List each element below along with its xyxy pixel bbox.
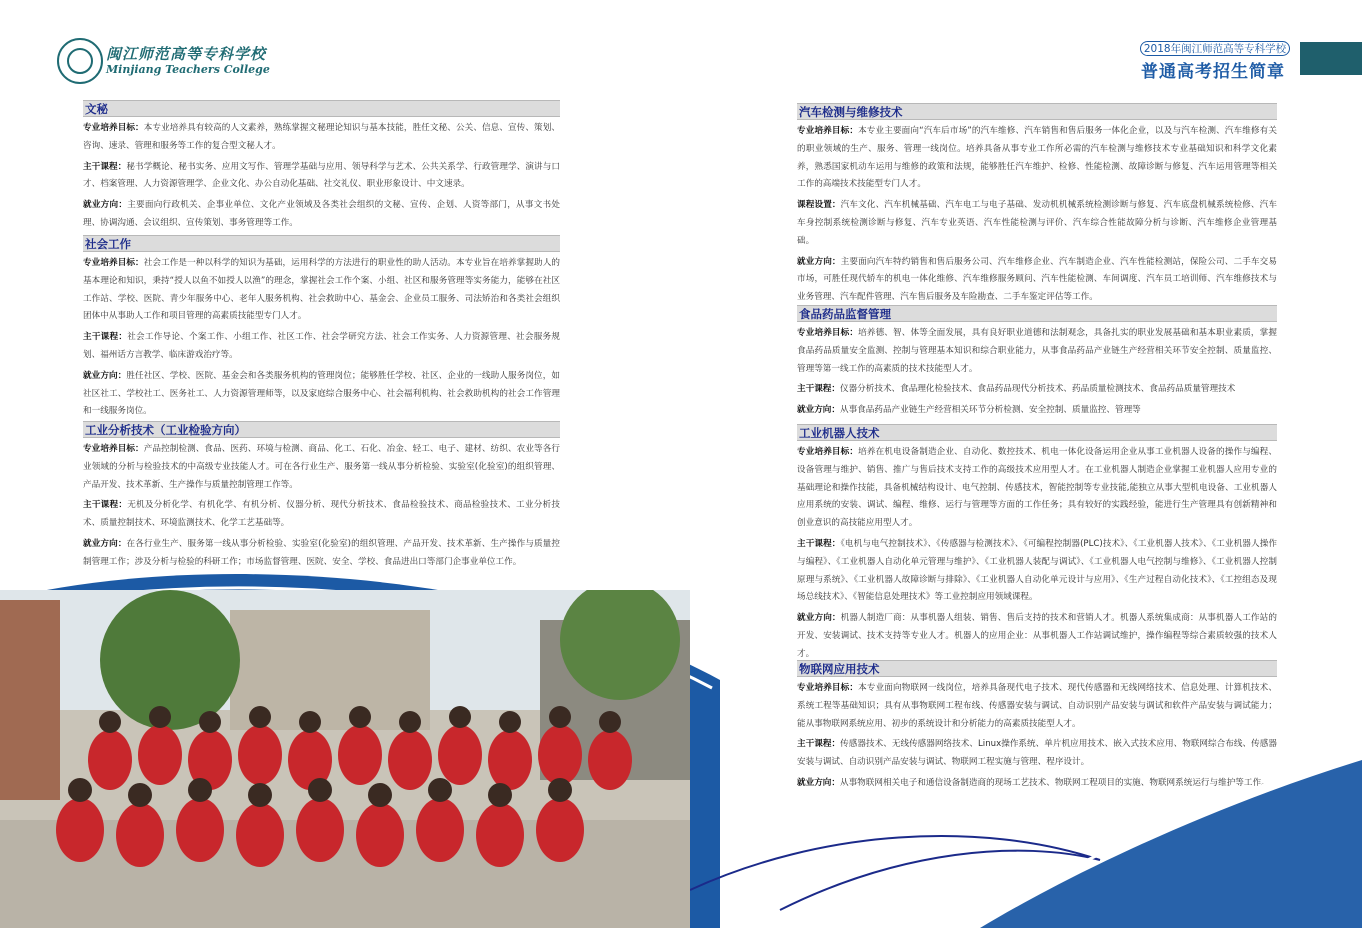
- section-paragraph: 专业培养目标：本专业主要面向“汽车后市场”的汽车维修、汽车销售和售后服务一体化企业，以及与汽车检测、汽车维修有关的职业领域的生产、服务、管理一线岗位。培养具备从事专业工作所必需的汽车检测与维修技术专业基础知识和科学文化素养，熟悉国家机动车运用与维修的政策和法规，能够胜任汽车维护、检修、性能检测、故障诊断与修复、汽车运用管理等相关工作的高端技术技能型专门人才。: [797, 126, 1277, 190]
- section-title: 物联网应用技术: [797, 660, 1277, 677]
- section-shipin-yaopin: [797, 305, 1277, 420]
- section-paragraph: 专业培养目标：培养德、智、体等全面发展，具有良好职业道德和法制观念，具备扎实的职业发展基础和基本职业素质，掌握食品药品质量安全监测、控制与管理基本知识和综合职业能力，从事食品药品产业链生产经营相关环节安全控制、质量监控、管理等第一线工作的高素质的技术技能型人才。: [797, 328, 1277, 374]
- college-logo-icon: [57, 38, 103, 84]
- section-paragraph: 专业培养目标：社会工作是一种以科学的知识为基础，运用科学的方法进行的职业性的助人活动。本专业旨在培养掌握助人的基本理论和知识，秉持“授人以鱼不如授人以渔”的理念，掌握社会工作个案、小组、社区和服务管理等实务能力，能够在社区工作站、学校、医院、青少年服务中心、老年人服务机构、社会救助中心、基金会、企业员工服务、司法矫治和各类社会组织团体中从事助人工作和项目管理的高素质技能型专门人才。: [83, 258, 560, 322]
- section-paragraph: 主干课程：《电机与电气控制技术》、《传感器与检测技术》、《可编程控制器(PLC)技术》、《工业机器人技术》、《工业机器人操作与编程》、《工业机器人自动化单元管理与维护》、《工业机器人装配与调试》、《工业机器人电气控制与维修》、《工业机器人控制原理与系统》、《工业机器人故障诊断与排除》、《工业机器人自动化单元设计与应用》、《生产过程自动化技术》、《工控组态及现场总线技术》、《智能信息处理技术》等工业控制应用领域课程。: [797, 538, 1277, 603]
- section-qiche-jiance: [797, 103, 1277, 307]
- section-gongye-fenxi: [83, 421, 560, 572]
- header-title: 普通高考招生简章: [1141, 62, 1285, 82]
- section-paragraph: 专业培养目标：本专业培养具有较高的人文素养，熟练掌握文秘理论知识与基本技能，胜任文秘、公关、信息、宣传、策划、咨询、速录、管理和服务等工作的复合型文秘人才。: [83, 123, 560, 151]
- section-paragraph: 主干课程：仪器分析技术、食品理化检验技术、食品药品现代分析技术、药品质量检测技术、食品药品质量管理技术: [797, 384, 1236, 395]
- section-title: 社会工作: [83, 235, 560, 252]
- section-title: 工业机器人技术: [797, 424, 1277, 441]
- section-paragraph: 专业培养目标：本专业面向物联网一线岗位，培养具备现代电子技术、现代传感器和无线网络技术、信息处理、计算机技术、系统工程等基础知识；具有从事物联网工程布线、传感器安装与调试、自动识别产品安装与调试和软件产品安装与调试能力；能从事物联网系统应用、初步的系统设计和分析能力的高素质技能型人才。: [797, 683, 1277, 729]
- section-paragraph: 专业培养目标：培养在机电设备制造企业、自动化、数控技术、机电一体化设备运用企业从事工业机器人设备的操作与编程、设备管理与维护、销售、推广与售后技术支持工作的高级技术应用型人才。在工业机器人制造企业掌握工业机器人应用专业的基础理论和操作技能，具备机械结构设计、电气控制、传感技术，智能控制等专业技能,能独立从事大型机电设备、工业机器人应用系统的安装、调试、编程、维修、运行与管理等方面的工作任务；具有较好的实践经验，能进行生产管理具有创新精神和创业意识的高技能应用型人才。: [797, 447, 1277, 529]
- section-paragraph: 就业方向：从事物联网相关电子和通信设备制造商的现场工艺技术、物联网工程项目的实施、物联网系统运行与维护等工作。: [797, 777, 1270, 788]
- section-paragraph: 就业方向：主要面向行政机关、企事业单位、文化产业领域及各类社会组织的文秘、宣传、企划、人资等部门，从事文书处理、协调沟通、会议组织、宣传策划、事务管理等工作。: [83, 200, 560, 228]
- section-paragraph: 主干课程：无机及分析化学、有机化学、有机分析、仪器分析、现代分析技术、食品检验技术、商品检验技术、工业分析技术、质量控制技术、环境监测技术、化学工艺基础等。: [83, 500, 560, 529]
- logo-english-name: Minjiang Teachers College: [106, 63, 270, 76]
- section-paragraph: 就业方向：从事食品药品产业链生产经营相关环节分析检测、安全控制、质量监控、管理等: [797, 405, 1141, 416]
- section-shehui-gongzuo: [83, 235, 560, 421]
- header-accent-tab: [1300, 42, 1362, 75]
- section-title: 工业分析技术（工业检验方向）: [83, 421, 560, 438]
- section-title: 食品药品监督管理: [797, 305, 1277, 322]
- section-paragraph: 主干课程：传感器技术、无线传感器网络技术、Linux操作系统、单片机应用技术、嵌入式技术应用、物联网综合布线、传感器安装与调试、自动识别产品安装与调试、物联网工程实施与管理、程序设计。: [797, 739, 1277, 768]
- header-subtitle: 2018年闽江师范高等专科学校: [1140, 41, 1290, 56]
- group-photo: [0, 590, 690, 928]
- section-paragraph: 主干课程：社会工作导论、个案工作、小组工作、社区工作、社会学研究方法、社会工作实务、人力资源管理、社会服务规划、福州话方言教学、临床游戏治疗等。: [83, 332, 560, 360]
- section-title: 文秘: [83, 100, 560, 117]
- section-paragraph: 就业方向：机器人制造厂商：从事机器人组装、销售、售后支持的技术和营销人才。机器人系统集成商：从事机器人工作站的开发、安装调试、技术支持等专业人才。机器人的应用企业：从事机器人工作站调试维护，操作编程等综合素质较强的技术人才。: [797, 613, 1277, 659]
- section-paragraph: 课程设置：汽车文化、汽车机械基础、汽车电工与电子基础、发动机机械系统检测诊断与修复、汽车底盘机械系统检修、汽车车身控制系统检测诊断与修复、汽车专业英语、汽车性能检测与评价、汽车综合性能故障分析与诊断、汽车维修企业管理基础。: [797, 200, 1277, 246]
- section-paragraph: 就业方向：胜任社区、学校、医院、基金会和各类服务机构的管理岗位；能够胜任学校、社区、企业的一线助人服务岗位，如社区社工、学校社工、医务社工、人力资源管理师等，以及家庭综合服务中心、社会福利机构、社会救助机构的社会工作管理和一线服务岗位。: [83, 370, 560, 417]
- logo-chinese-name: 闽江师范高等专科学校: [106, 45, 267, 63]
- section-paragraph: 专业培养目标：产品控制检测、食品、医药、环境与检测、商品、化工、石化、冶金、轻工、电子、建材、纺织、农业等各行业领域的分析与检验技术的中高级专业技能人才。可在各行业生产、服务第一线从事分析检验、实验室(化验室)的组织管理、产品开发、技术革新、生产操作与质量控制管理工作等。: [83, 444, 560, 490]
- section-paragraph: 就业方向：在各行业生产、服务第一线从事分析检验、实验室(化验室)的组织管理、产品开发、技术革新、生产操作与质量控制管理工作；涉及分析与检验的科研工作；市场监督管理、医院、安全、学校、食品进出口等部门企事业单位工作。: [83, 538, 560, 567]
- section-paragraph: 主干课程：秘书学概论、秘书实务、应用文写作、管理学基础与应用、领导科学与艺术、公共关系学、行政管理学、演讲与口才、档案管理、人力资源管理学、企业文化、办公自动化基础、社交礼仪、职业形象设计、中文速录。: [83, 161, 560, 190]
- section-wenmi: [83, 100, 560, 233]
- section-title: 汽车检测与维修技术: [797, 103, 1277, 120]
- section-paragraph: 就业方向：主要面向汽车特约销售和售后服务公司、汽车维修企业、汽车制造企业、汽车性能检测站，保险公司、二手车交易市场，可胜任现代轿车的机电一体化维修、汽车维修服务顾问、汽车性能检测、车间调度、汽车员工培训师、汽车维修技术与业务管理、汽车配件管理、汽车售后服务及车险勘查、二手车鉴定评估等工作。: [797, 256, 1277, 303]
